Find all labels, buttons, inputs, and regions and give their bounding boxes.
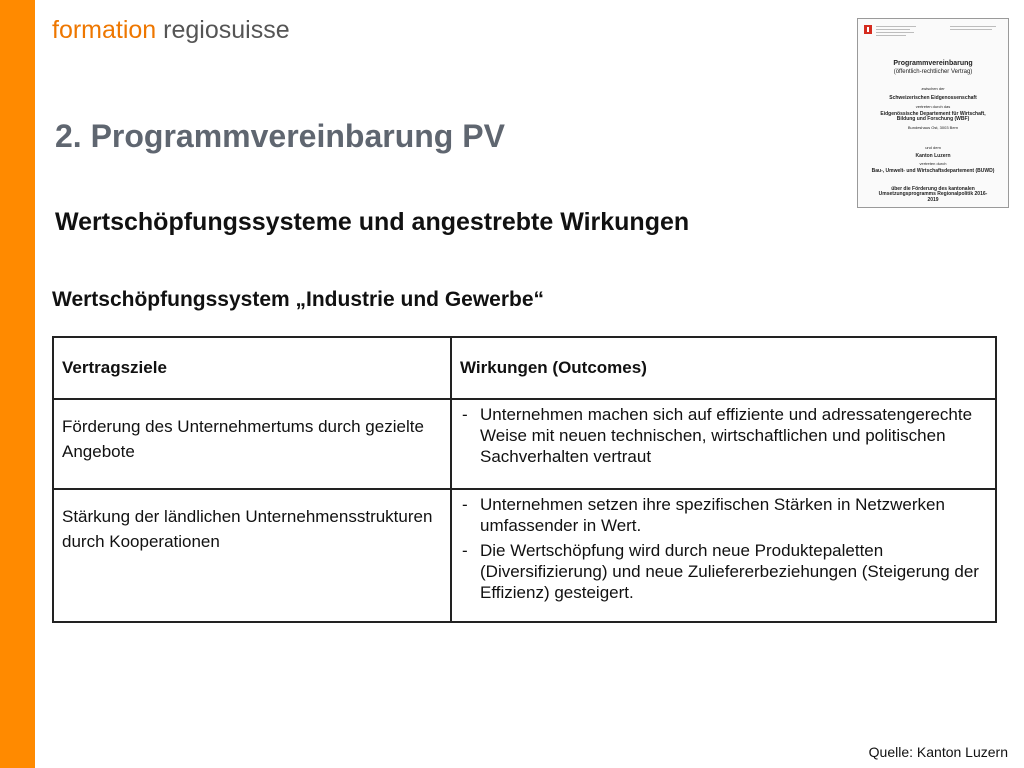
effects-cell xyxy=(451,399,996,489)
effects-list xyxy=(460,494,987,603)
swiss-crest-icon xyxy=(864,25,872,34)
goals-effects-table xyxy=(52,336,997,623)
document-and: und dem xyxy=(925,145,941,150)
document-represented2: vertreten durch xyxy=(919,161,947,166)
source-note: Quelle: Kanton Luzern xyxy=(868,744,1008,760)
header-vertragsziele: Vertragsziele xyxy=(53,337,451,399)
brand-regiosuisse: regiosuisse xyxy=(163,16,290,44)
section-subtitle: Wertschöpfungssysteme und angestrebte Wirkungen xyxy=(55,208,690,236)
orange-side-bar xyxy=(0,0,35,768)
table-header-row xyxy=(53,337,996,399)
document-department2: Bau-, Umwelt- und Wirtschaftsdepartement (BUWD) xyxy=(871,168,995,174)
brand-formation: formation xyxy=(52,16,157,44)
goal-cell: Förderung des Unternehmertums durch gezielte Angebote xyxy=(53,399,451,489)
effects-list xyxy=(460,404,987,467)
table-row xyxy=(53,489,996,622)
document-header xyxy=(864,25,1004,45)
document-represented: vertreten durch das xyxy=(915,104,951,109)
document-title: Programmvereinbarung xyxy=(893,60,973,67)
effects-cell xyxy=(451,489,996,622)
document-party2: Kanton Luzern xyxy=(915,153,951,159)
effect-item: - Unternehmen setzen ihre spezifischen Stärken in Netzwerken umfassender in Wert. xyxy=(460,494,987,536)
effect-item: - Die Wertschöpfung wird durch neue Produktepaletten (Diversifizierung) und neue Zuliefererbeziehungen (Steigerung der Effizienz) gesteigert. xyxy=(460,540,987,603)
document-thumbnail xyxy=(857,18,1009,208)
document-address: Bundeshaus Ost, 3003 Bern xyxy=(907,125,959,130)
header-wirkungen: Wirkungen (Outcomes) xyxy=(451,337,996,399)
document-subject: über die Förderung des kantonalen Umsetzungsprogramms Regionalpolitik 2016-2019 xyxy=(878,186,988,203)
effect-item: - Unternehmen machen sich auf effiziente und adressatengerechte Weise mit neuen technischen, wirtschaftlichen und politischen Sachverhalten vertraut xyxy=(460,404,987,467)
goal-cell: Stärkung der ländlichen Unternehmensstrukturen durch Kooperationen xyxy=(53,489,451,622)
system-title: Wertschöpfungssystem „Industrie und Gewerbe“ xyxy=(52,288,545,311)
table-row xyxy=(53,399,996,489)
page-title: 2. Programmvereinbarung PV xyxy=(55,118,505,154)
document-between: zwischen der xyxy=(921,86,945,91)
document-subtitle: (öffentlich-rechtlicher Vertrag) xyxy=(893,69,973,75)
brand-logo xyxy=(52,16,290,45)
document-department: Eidgenössische Departement für Wirtschaft, Bildung und Forschung (WBF) xyxy=(880,111,986,123)
document-party1: Schweizerischen Eidgenossenschaft xyxy=(889,95,977,101)
